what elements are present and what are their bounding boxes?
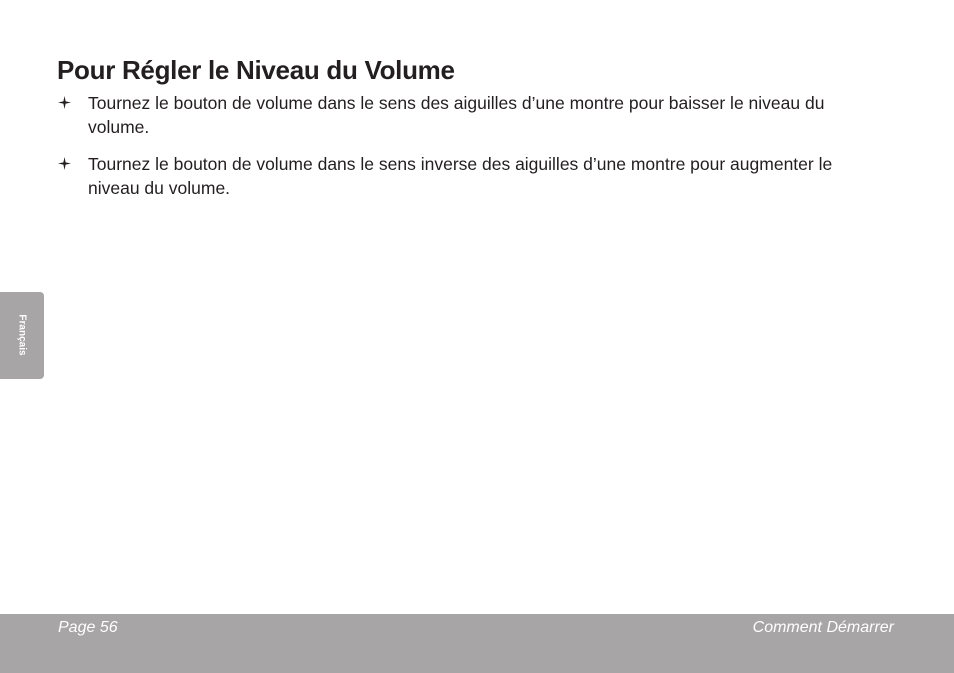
list-item-text: Tournez le bouton de volume dans le sens des aiguilles d’une montre pour baisser le niveau du volume. [88, 93, 825, 137]
page-number: Page 56 [58, 619, 118, 636]
language-tab-label: Français [16, 314, 28, 356]
list-item-text: Tournez le bouton de volume dans le sens inverse des aiguilles d’une montre pour augmenter le niveau du volume. [88, 154, 833, 198]
page-footer [0, 614, 954, 673]
four-point-star-icon [58, 157, 71, 170]
four-point-star-icon [58, 96, 71, 109]
list-item [58, 92, 848, 139]
section-name: Comment Démarrer [752, 619, 894, 636]
list-item [58, 153, 848, 200]
language-tab [0, 292, 44, 379]
section-heading: Pour Régler le Niveau du Volume [57, 55, 455, 85]
instruction-list [58, 92, 848, 200]
